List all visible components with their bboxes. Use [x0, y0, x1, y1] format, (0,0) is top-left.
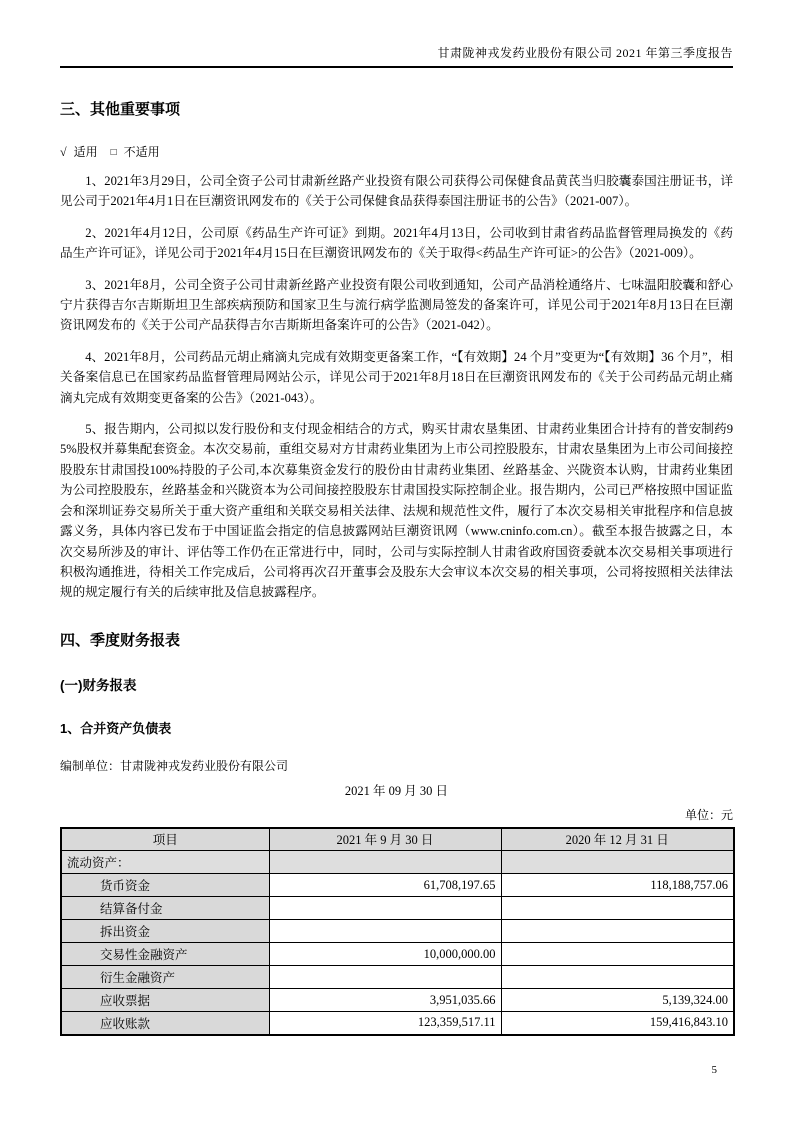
row-value-prior — [501, 897, 734, 920]
paragraph-item-5: 5、报告期内，公司拟以发行股份和支付现金相结合的方式，购买甘肃农垦集团、甘肃药业集团合计持有的普安制药95%股权并募集配套资金。本次交易前，重组交易对方甘肃药业集团为上市公司控股股东，甘肃农垦集团为上市公司间接控股股东甘肃国投100%持股的子公司,本次募集资金发行的股份由甘肃药业集团、丝路基金、兴陇资本认购，甘肃药业集团为公司控股股东，丝路基金和兴陇资本为公司间接控股股东甘肃国投实际控制企业。报告期内，公司已严格按照中国证监会和深圳证券交易所关于重大资产重组和关联交易相关法律、法规和规范性文件，履行了本次交易相关审批程序和信息披露义务，具体内容已发布于中国证监会指定的信息披露网站巨潮资讯网（www.cninfo.com.cn）。截至本报告披露之日，本次交易所涉及的审计、评估等工作仍在正常进行中，同时，公司与实际控制人甘肃省政府国资委就本次交易相关事项进行积极沟通推进，待相关工作完成后，公司将再次召开董事会及股东大会审议本次交易的相关事项，公司将按照相关法律法规的规定履行有关的后续审批及信息披露程序。 — [60, 422, 733, 600]
paragraph-item-2: 2、2021年4月12日，公司原《药品生产许可证》到期。2021年4月13日，公司收到甘肃省药品监督管理局换发的《药品生产许可证》，详见公司于2021年4月15日在巨潮资讯网发布的《关于取得<药品生产许可证>的公告》（2021-009）。 — [60, 225, 733, 261]
applicable-label: 适用 — [73, 145, 98, 159]
row-value-current: 10,000,000.00 — [269, 943, 501, 966]
table-row — [61, 989, 734, 1012]
document-header — [60, 0, 733, 68]
not-applicable-label: 不适用 — [123, 145, 160, 159]
paragraph-item-3: 3、2021年8月，公司全资子公司甘肃新丝路产业投资有限公司收到通知，公司产品消栓通络片、七味温阳胶囊和舒心宁片获得吉尔吉斯斯坦卫生部疾病预防和国家卫生与流行病学监测局签发的备案许可，详见公司于2021年8月13日在巨潮资讯网发布的《关于公司产品获得吉尔吉斯斯坦备案许可的公告》（2021-042）。 — [60, 277, 733, 333]
row-label: 应收票据 — [61, 989, 269, 1012]
row-value-current — [269, 966, 501, 989]
row-value-current: 61,708,197.65 — [269, 874, 501, 897]
row-value-prior: 118,188,757.06 — [501, 874, 734, 897]
row-label: 拆出资金 — [61, 920, 269, 943]
row-label: 货币资金 — [61, 874, 269, 897]
column-header-prior-period: 2020 年 12 月 31 日 — [501, 828, 734, 851]
subsection-consolidated-balance-sheet: 1、合并资产负债表 — [60, 720, 172, 736]
empty-checkbox-icon: □ — [110, 147, 117, 158]
row-value-prior: 5,139,324.00 — [501, 989, 734, 1012]
table-row — [61, 851, 734, 874]
table-header-row — [61, 828, 734, 851]
section-heading-other-matters: 三、其他重要事项 — [60, 101, 181, 118]
row-label: 流动资产： — [61, 851, 269, 874]
table-row — [61, 920, 734, 943]
row-value-current — [269, 851, 501, 874]
prepared-by-line: 编制单位：甘肃陇神戎发药业股份有限公司 — [60, 758, 289, 773]
paragraph-item-1: 1、2021年3月29日，公司全资子公司甘肃新丝路产业投资有限公司获得公司保健食品黄芪当归胶囊泰国注册证书，详见公司于2021年4月1日在巨潮资讯网发布的《关于公司保健食品获得泰国注册证书的公告》（2021-007）。 — [60, 174, 733, 209]
table-row — [61, 943, 734, 966]
column-header-item: 项目 — [61, 828, 269, 851]
table-row — [61, 874, 734, 897]
balance-sheet-table — [60, 827, 735, 1036]
document-title: 甘肃陇神戎发药业股份有限公司 2021 年第三季度报告 — [437, 46, 733, 60]
row-value-prior — [501, 851, 734, 874]
subsection-financial-statements: (一)财务报表 — [60, 677, 137, 693]
row-label: 衍生金融资产 — [61, 966, 269, 989]
unit-label: 单位：元 — [684, 807, 733, 822]
table-row — [61, 966, 734, 989]
checkmark-icon: √ — [60, 145, 67, 159]
row-value-current — [269, 920, 501, 943]
row-label: 结算备付金 — [61, 897, 269, 920]
row-value-current — [269, 897, 501, 920]
section-heading-quarterly-statements: 四、季度财务报表 — [60, 631, 181, 649]
row-value-current: 3,951,035.66 — [269, 989, 501, 1012]
page-number: 5 — [711, 1064, 717, 1076]
statement-date: 2021 年 09 月 30 日 — [344, 783, 449, 798]
row-label: 应收账款 — [61, 1012, 269, 1035]
column-header-current-period: 2021 年 9 月 30 日 — [269, 828, 501, 851]
row-value-prior — [501, 966, 734, 989]
table-row — [61, 897, 734, 920]
table-row — [61, 1012, 734, 1035]
row-label: 交易性金融资产 — [61, 943, 269, 966]
row-value-prior — [501, 920, 734, 943]
paragraph-item-4: 4、2021年8月，公司药品元胡止痛滴丸完成有效期变更备案工作，“【有效期】24 个月”变更为“【有效期】36 个月”，相关备案信息已在国家药品监督管理局网站公示，详见公司于2021年8月18日在巨潮资讯网发布的《关于公司药品元胡止痛滴丸完成有效期变更备案的公告》（2021-043）。 — [60, 349, 733, 405]
row-value-current: 123,359,517.11 — [269, 1012, 501, 1035]
row-value-prior — [501, 943, 734, 966]
row-value-prior: 159,416,843.10 — [501, 1012, 734, 1035]
applicability-line — [60, 143, 733, 160]
